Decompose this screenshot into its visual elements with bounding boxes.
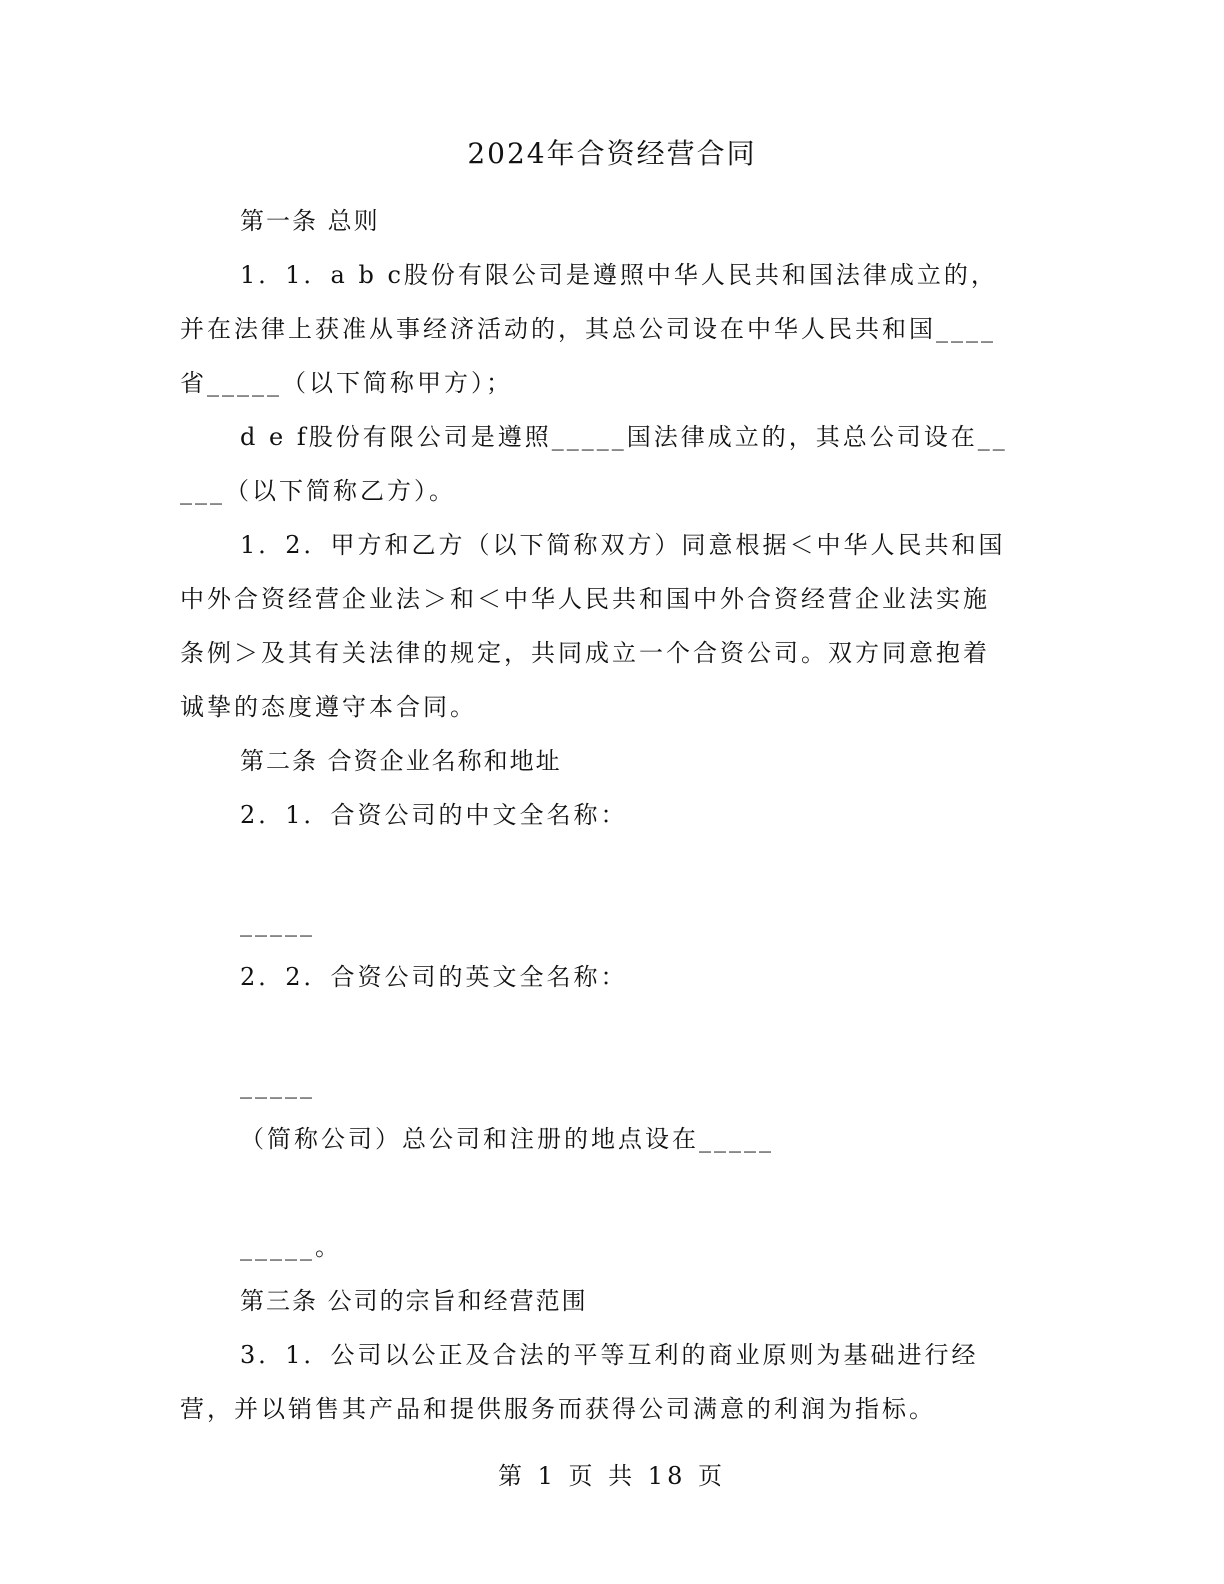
clause-2-2-blank: _____: [240, 1071, 315, 1099]
article-3-heading: 第三条 公司的宗旨和经营范围: [240, 1287, 588, 1315]
blank-spacer: [180, 1004, 1012, 1058]
clause-2-1: 2．1．合资公司的中文全名称：: [240, 801, 628, 829]
article-2-heading: 第二条 合资企业名称和地址: [240, 747, 562, 775]
clause-2-1-blank: _____: [240, 909, 315, 937]
clause-1-1-party-a: 1．1．a b c股份有限公司是遵照中华人民共和国法律成立的，并在法律上获准从事经济活动的，其总公司设在中华人民共和国____省_____（以下简称甲方）；: [180, 261, 998, 397]
clause-1-2: 1．2．甲方和乙方（以下简称双方）同意根据＜中华人民共和国中外合资经营企业法＞和＜中华人民共和国中外合资经营企业法实施条例＞及其有关法律的规定，共同成立一个合资公司。双方同意抱着诚挚的态度遵守本合同。: [180, 531, 1006, 721]
clause-2-address-blank: _____。: [240, 1233, 342, 1261]
page-footer: 第 1 页 共 18 页: [498, 1462, 726, 1490]
article-1-heading: 第一条 总则: [240, 207, 380, 235]
blank-spacer: [180, 842, 1012, 896]
document-title: 2024年合资经营合同: [467, 137, 757, 170]
clause-3-1: 3．1．公司以公正及合法的平等互利的商业原则为基础进行经营，并以销售其产品和提供服务而获得公司满意的利润为指标。: [180, 1341, 979, 1423]
blank-spacer: [180, 1166, 1012, 1220]
document-body: [180, 194, 1012, 1436]
clause-2-2: 2．2．合资公司的英文全名称：: [240, 963, 628, 991]
clause-1-1-party-b: d e f股份有限公司是遵照_____国法律成立的，其总公司设在_____（以下简称乙方）。: [180, 423, 1008, 505]
clause-2-address: （简称公司）总公司和注册的地点设在_____: [240, 1125, 774, 1153]
